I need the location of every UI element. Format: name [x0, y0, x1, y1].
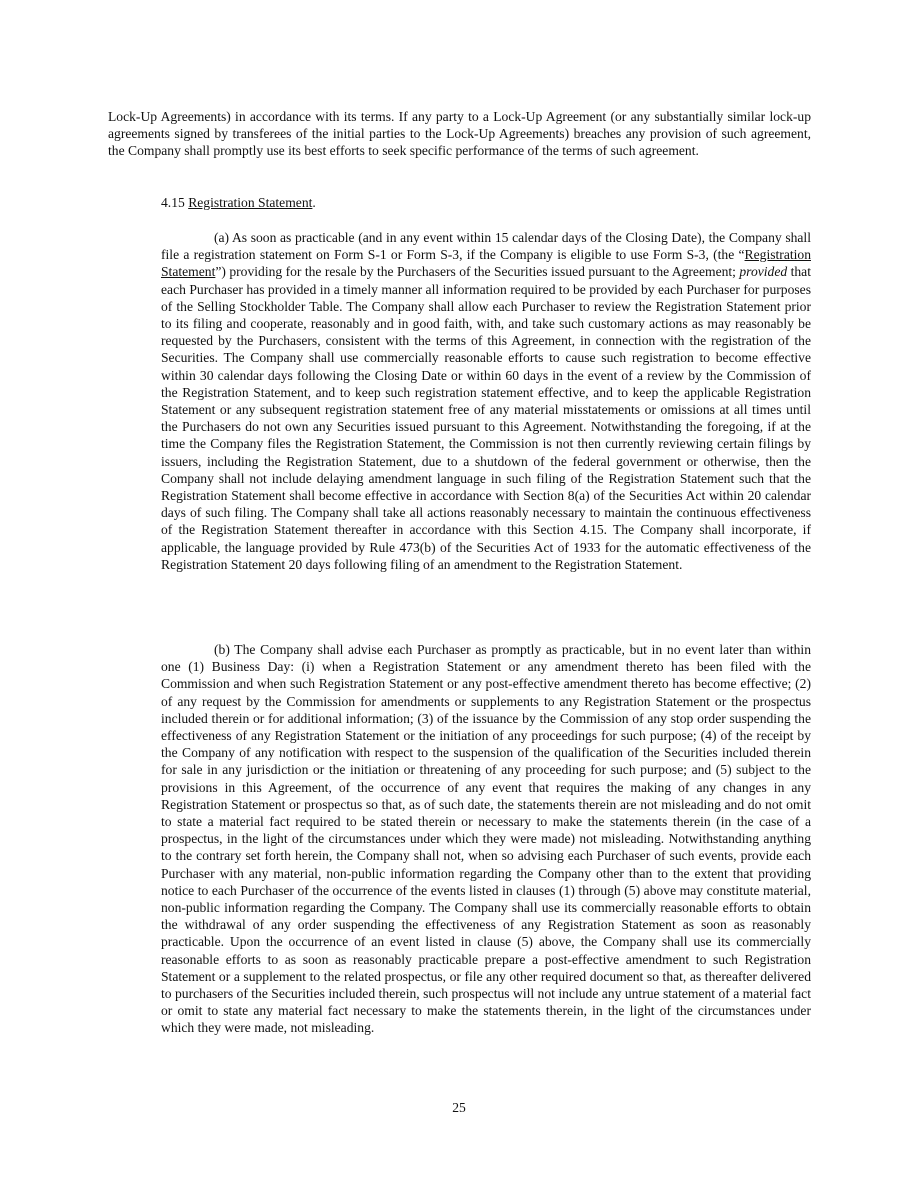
- section-number: 4.15: [161, 195, 189, 210]
- defined-term-registration-statement: Registration Statement: [161, 247, 811, 280]
- section-heading: [161, 194, 316, 211]
- paragraph-a-rest: that each Purchaser has provided in a timely manner all information required to be provided by each Purchaser for purposes of the Selling Stockholder Table. The Company shall allow each Purchaser to review the Registration Statement prior to its filing and cooperate, reasonably and in good faith, with, and take such customary actions as may reasonably be requested by the Purchasers, consistent with the terms of this Agreement, in connection with the registration of the Securities. The Company shall use commercially reasonable efforts to cause such registration to become effective within 30 calendar days following the Closing Date or within 60 days in the event of a review by the Commission of the Registration Statement, and to keep such registration statement effective, and to keep the applicable Registration Statement or any subsequent registration statement free of any material misstatements or omissions at all times until the Purchasers do not own any Securities issued pursuant to this Agreement. Notwithstanding the foregoing, if at the time the Company files the Registration Statement, the Commission is not then currently reviewing certain filings by issuers, including the Registration Statement, due to a shutdown of the federal government or otherwise, then the Company shall not include delaying amendment language in such filing of the Registration Statement such that the Registration Statement shall become effective in accordance with Section 8(a) of the Securities Act within 20 calendar days of such filing. The Company shall take all actions reasonably necessary to maintain the continuous effectiveness of the Registration Statement thereafter in accordance with this Section 4.15. The Company shall incorporate, if applicable, the language provided by Rule 473(b) of the Securities Act of 1933 for the automatic effectiveness of the Registration Statement 20 days following filing of an amendment to the Registration Statement.: [161, 264, 811, 572]
- section-title: Registration Statement: [188, 195, 313, 210]
- paragraph-a: [108, 229, 811, 573]
- page-number: 25: [452, 1100, 466, 1115]
- paragraph-b: (b) The Company shall advise each Purchaser as promptly as practicable, but in no event later than within one (1) Business Day: (i) when a Registration Statement or any amendment thereto has been filed with the Commission and when such Registration Statement or any post-effective amendment thereto has become effective; (2) of any request by the Commission for amendments or supplements to any Registration Statement or the prospectus included therein or for additional information; (3) of the issuance by the Commission of any stop order suspending the effectiveness of any Registration Statement or the initiation of any proceedings for such purpose; (4) of the receipt by the Company of any notification with respect to the suspension of the qualification of the Securities included therein for sale in any jurisdiction or the initiation or threatening of any proceeding for such purpose; and (5) subject to the provisions in this Agreement, of the occurrence of any event that requires the making of any changes in any Registration Statement or prospectus so that, as of such date, the statements therein are not misleading and do not omit to state a material fact required to be stated therein or necessary to make the statements therein (in the case of a prospectus, in the light of the circumstances under which they were made) not misleading. Notwithstanding anything to the contrary set forth herein, the Company shall not, when so advising each Purchaser of such events, provide each Purchaser with any material, non-public information regarding the Company other than to the extent that providing notice to each Purchaser of the occurrence of the events listed in clauses (1) through (5) above may constitute material, non-public information regarding the Company. The Company shall use its commercially reasonable efforts to obtain the withdrawal of any order suspending the effectiveness of any Registration Statement as soon as reasonably practicable. Upon the occurrence of an event listed in clause (5) above, the Company shall use its commercially reasonable efforts to as soon as reasonably practicable prepare a post-effective amendment to such Registration Statement or a supplement to the related prospectus, or file any other required document so that, as thereafter delivered to purchasers of the Securities included therein, such prospectus will not include any untrue statement of a material fact or omit to state any material fact necessary to make the statements therein, in the light of the circumstances under which they were made, not misleading.: [161, 642, 811, 1036]
- section-title-period: .: [312, 195, 316, 210]
- paragraph-a-mid: ”) providing for the resale by the Purchasers of the Securities issued pursuant to the Agreement;: [215, 264, 740, 280]
- paragraph-a-lead: (a) As soon as practicable (and in any event within 15 calendar days of the Closing Date), the Company shall file a registration statement on Form S-1 or Form S-3, if the Company is eligible to use Form S-3, (the “: [161, 230, 811, 263]
- intro-paragraph: Lock-Up Agreements) in accordance with its terms. If any party to a Lock-Up Agreement (or any substantially similar lock-up agreements signed by transferees of the initial parties to the Lock-Up Agreements) breaches any provision of such agreement, the Company shall promptly use its best efforts to seek specific performance of the terms of such agreement.: [108, 109, 811, 159]
- provided-italic: provided: [739, 264, 788, 280]
